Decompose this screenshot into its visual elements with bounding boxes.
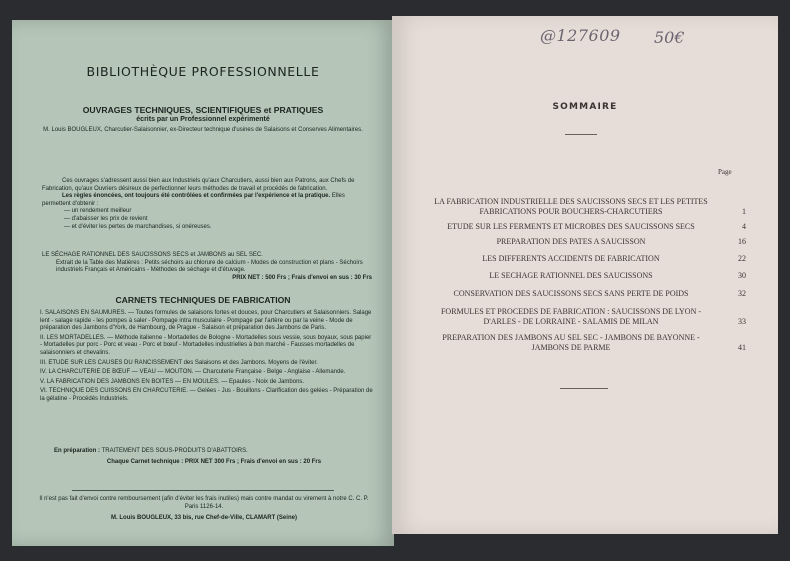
toc-entry-page: 22	[738, 254, 746, 263]
carnets-list	[40, 310, 374, 406]
preparation-text: TRAITEMENT DES SOUS-PRODUITS D'ABATTOIRS.	[101, 448, 248, 454]
toc-entry	[424, 333, 746, 352]
footer-block	[34, 496, 374, 523]
divider	[560, 388, 608, 389]
toc-entry-title: PREPARATION DES JAMBONS AU SEL SEC - JAMBONS DE BAYONNE - JAMBONS DE PARME	[442, 333, 700, 352]
toc-entry-page: 16	[738, 237, 746, 246]
toc-entry-title: ETUDE SUR LES FERMENTS ET MICROBES DES SAUCISSONS SECS	[447, 222, 695, 231]
toc-entry	[424, 222, 746, 232]
preparation-label: En préparation :	[54, 448, 101, 454]
ouvrages-subtitle: écrits par un Professionnel expérimenté	[136, 116, 270, 123]
bullet-item: — d'abaisser les prix de revient	[64, 215, 148, 222]
toc-entry-title: LE SECHAGE RATIONNEL DES SAUCISSONS	[489, 271, 653, 280]
toc-entry-title: LES DIFFERENTS ACCIDENTS DE FABRICATION	[482, 254, 660, 263]
toc-entry-page: 30	[738, 271, 746, 280]
sechage-title: LE SÉCHAGE RATIONNEL DES SAUCISSONS SECS et JAMBONS au SEL SEC.	[42, 252, 263, 258]
toc-entry-title: CONSERVATION DES SAUCISSONS SECS SANS PERTE DE POIDS	[453, 289, 689, 298]
divider	[565, 134, 597, 135]
author-line: M. Louis BOUGLEUX, Charcutier-Salaisonnier, ex-Directeur technique d'usines de Salaisons et Conserves Alimentaires.	[43, 127, 363, 133]
toc-entry	[424, 197, 746, 216]
divider	[72, 490, 334, 491]
handwritten-ref: @127609	[540, 26, 621, 45]
sechage-extract: Extrait de la Table des Matières : Petits séchoirs au chlorure de calcium - Modes de construction et plans - Séchoirs industriels Français et Américains - Méthodes de séchage et d'étuvage.	[56, 259, 363, 274]
list-item: VI. TECHNIQUE DES CUISSONS EN CHARCUTERIE. — Gelées - Jus - Bouillons - Clarification des gelées - Préparation de la gélatine - Procédés Industriels.	[40, 388, 373, 402]
toc-entry	[424, 307, 746, 326]
intro-paragraph: Ces ouvrages s'adressent aussi bien aux Industriels qu'aux Charcutiers, aussi bien aux Patrons, aux Chefs de Fabrication, qu'aux Ouvriers désireux de perfectionner leurs méthodes de travail et procédés de fabrication.	[42, 178, 355, 192]
toc-entry-page: 1	[742, 206, 746, 216]
footer-note: Il n'est pas fait d'envoi contre remboursement (afin d'éviter les frais inutiles) mais contre mandat ou virement à notre C. C. P. Paris 1126-14.	[39, 496, 369, 510]
toc-entry-page: 32	[738, 289, 746, 298]
footer-address: M. Louis BOUGLEUX, 33 bis, rue Chef-de-Ville, CLAMART (Seine)	[111, 515, 297, 522]
rules-bold: Les règles énoncées, ont toujours été contrôlées et confirmées par l'expérience et la pratique.	[62, 193, 331, 200]
sommaire-title: SOMMAIRE	[552, 102, 618, 112]
page-title: BIBLIOTHÈQUE PROFESSIONNELLE	[86, 64, 320, 79]
toc-entry-page: 4	[742, 222, 746, 231]
toc-entry-title: FORMULES ET PROCEDES DE FABRICATION : SAUCISSONS DE LYON - D'ARLES - DE LORRAINE - SALAMIS DE MILAN	[440, 307, 702, 326]
intro-block	[42, 178, 372, 231]
preparation-block	[54, 448, 374, 466]
page-column-label: Page	[718, 168, 732, 176]
list-item: V. LA FABRICATION DES JAMBONS EN BOITES — EN MOULES. — Epaules - Noix de Jambons.	[40, 378, 305, 385]
list-item: II. LES MORTADELLES. — Méthode italienne - Mortadelles de Bologne - Mortadelles sous vessie, sous boyaux, sous papier - Mortadelles pur porc - Porc et veau - Porc et bœuf - Mortadelles industrielles à bon marché - Fausses mortadelles de salaisonniers et chevalins.	[40, 334, 372, 356]
toc-entry-page: 33	[738, 316, 746, 326]
bullet-item: — un rendement meilleur	[64, 208, 132, 215]
handwritten-price: 50€	[654, 28, 685, 47]
sechage-block	[42, 252, 372, 282]
left-page	[12, 20, 394, 546]
toc-entry	[424, 237, 746, 247]
toc-entry-title: PREPARATION DES PATES A SAUCISSON	[496, 237, 646, 246]
rules-tail: Elles permettent d'obtenir :	[42, 193, 345, 207]
list-item: I. SALAISONS EN SAUMURES. — Toutes formules de salaisons fortes et douces, pour Charcutiers et Salaisonniers. Salage lent - salage rapide - les pompes à saler - Pompage intra musculaire - Pompage par l'artère ou par la veine - Mode de préparation des Jambons d'York, de Hambourg, de Prague - Salaison et préparation des Jambons de Paris.	[40, 310, 372, 332]
list-item: III. ETUDE SUR LES CAUSES DU RANCISSEMENT des Salaisons et des Jambons. Moyens de l'éviter.	[40, 359, 318, 366]
carnets-title: CARNETS TECHNIQUES DE FABRICATION	[115, 295, 291, 305]
sechage-price: PRIX NET : 500 Frs ; Frais d'envoi en sus : 30 Frs	[232, 274, 372, 281]
carnet-price: Chaque Carnet technique : PRIX NET 300 Frs ; Frais d'envoi en sus : 20 Frs	[106, 458, 322, 465]
toc-entry	[424, 254, 746, 264]
right-page	[392, 16, 778, 534]
toc-entry-page: 41	[738, 342, 746, 352]
toc-entry	[424, 289, 746, 299]
bullet-item: — et d'éviter les pertes de marchandises, si onéreuses.	[64, 223, 212, 230]
toc-entry	[424, 271, 746, 281]
list-item: IV. LA CHARCUTERIE DE BŒUF — VEAU — MOUTON. — Charcuterie Française - Belge - Anglaise - Allemande.	[40, 369, 346, 376]
ouvrages-title: OUVRAGES TECHNIQUES, SCIENTIFIQUES et PRATIQUES	[82, 105, 324, 115]
toc-entry-title: LA FABRICATION INDUSTRIELLE DES SAUCISSONS SECS ET LES PETITES FABRICATIONS POUR BOUCHERS-CHARCUTIERS	[434, 197, 708, 216]
